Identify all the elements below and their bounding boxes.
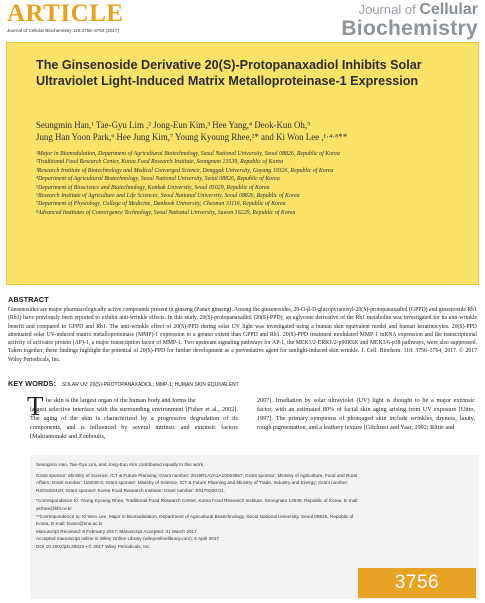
footnote-received: Manuscript Received: 8 February 2017; Manuscript Accepted: 31 March 2017 <box>36 528 197 534</box>
body-column-left <box>30 396 238 441</box>
affiliation-list <box>36 150 456 217</box>
journal-logo-name: Biochemistry <box>341 17 478 40</box>
journal-logo-prefix: Journal of <box>358 2 416 17</box>
footnote-correspondence-1: *Correspondence to: Young Kyoung Rhee, Traditional Food Research Center, Korea Food Research Institute, Seongnam 13539, Republic of Korea. E-mail: ykrhee@kfri.re.kr <box>36 498 359 511</box>
drop-cap: T <box>27 391 44 421</box>
author-list <box>36 120 456 143</box>
footnote-equal: Seungmin Han, Tae-Gyu Lim, and Jong-Eun Kim contributed equally to this work. <box>36 462 205 467</box>
keywords-list: SOLAR UV; 20(S)-PROTOPANAXADIOL; MMP-1; HUMAN SKIN EQUIVALENT <box>61 382 239 388</box>
journal-logo-word: Cellular <box>419 1 478 18</box>
affiliation-item: ⁸Advanced Institutes of Convergence Technology, Seoul National University, Suwon 16229, Republic of Korea <box>36 209 296 216</box>
journal-citation: Journal of Cellular Biochemistry 118:3756–3764 (2017) <box>7 28 120 33</box>
affiliation-item: ⁷Department of Physiology, College of Medicine, Dankook University, Cheonan 31116, Republic of Korea <box>36 201 286 208</box>
keywords <box>8 379 478 388</box>
paper-title: The Ginsenoside Derivative 20(S)-Protopanaxadiol Inhibits Solar Ultraviolet Light-Induced Matrix Metalloproteinase-1 Expression <box>36 58 422 88</box>
footnote-online: Accepted manuscript online in Wiley Online Library (wileyonlinelibrary.com): 5 April 2017 <box>36 536 220 542</box>
footnote-doi: DOI 10.1002/jcb.26023 • © 2017 Wiley Periodicals, Inc. <box>36 543 151 549</box>
affiliation-item: ¹Major in Biomodulation, Department of Agricultural Biotechnology, Seoul National University, Seoul 08826, Republic of Korea <box>36 151 340 157</box>
body-column-right: 2007]. Irradiation by solar ultraviolet (UV) light is thought to be a major extrinsic factor, with an estimated 80% of facial skin aging arising from UV exposure [Uitto, 1997]. The primary symptoms of photoaged skin include wrinkles, dryness, laxity, rough pigmentation, and a leathery texture [Gilchrest and Yaar, 1992; Rittie and <box>257 397 475 431</box>
authors-line-2: Jung Han Yoon Park,⁶ Hee Jung Kim,⁷ Young Kyoung Rhee,²* and Ki Won Lee ,¹·⁴·⁸** <box>36 131 348 142</box>
footnotes <box>36 461 366 551</box>
footnote-grants: Grant sponsor: Ministry of Science, ICT & Future Planning; Grant number: 2015R1A2A1A10053567; Grant sponsor: Ministry of Agriculture, Food and Rural Affairs; Grant number: 116030-3; Grant sponsor: Ministry of Science, ICT & Future Planning and Ministry of Trade, Industry and Energy; Grant number: R201602410; Grant sponsor: Korea Food Research Institute; Grant number: E0170200-01. <box>36 472 358 493</box>
keywords-heading: KEY WORDS: <box>8 379 56 388</box>
abstract-heading: ABSTRACT <box>8 295 49 304</box>
page-number: 3756 <box>358 568 476 598</box>
body-first-line: he skin is the largest organ of the human body and forms the <box>46 397 196 404</box>
article-label: ARTICLE <box>7 0 124 27</box>
affiliation-item: ⁴Department of Agricultural Biotechnology, Seoul National University, Seoul 08826, Republic of Korea <box>36 176 280 183</box>
abstract-body: Ginsenosides are major pharmacologically active compounds present in ginseng (Panax ginseng). Among the ginsenosides, 20-O-β-D-glucopyranosyl-20(S)-protopanaxadiol (GPPD) and ginsenoside Rb1 (Rb1) have previously been reported to exhibit anti-wrinkle effects. In this study, 20(S)-protopanaxadiol (20(S)-PPD), an aglycone derivative of the Rb1 metabolite was investigated for its anti-wrinkle benefit and compared to GPPD and Rb1. The anti-wrinkle effect of 20(S)-PPD during solar UV light was investigated using a human skin equivalent model and human keratinocytes. 20(S)-PPD attenuated solar UV-induced matrix metalloproteinase (MMP)-1 expression to a greater extent than GPPD and Rb1. 20(S)-PPD treatment modulated MMP-1 mRNA expression and the transcriptional activity of activator protein (AP)-1, a major transcription factor of MMP-1. Two upstream signaling pathways for AP-1, the MEK1/2-ERK1/2-p90RSK and MEK3/6-p38 pathways, were also suppressed. Taken together, these findings highlight the potential of 20(S)-PPD for further development as a preventative agent for sunlight-induced skin wrinkle. J. Cell. Biochem. 118: 3756–3764, 2017. © 2017 Wiley Periodicals, Inc. <box>8 307 477 363</box>
affiliation-item: ⁵Department of Bioscience and Biotechnology, Konkuk University, Seoul 05029, Republic of Korea <box>36 184 270 191</box>
affiliation-item: ⁶Research Institute of Agriculture and Life Sciences, Seoul National University, Seoul 08826, Republic of Korea <box>36 193 300 200</box>
footnote-correspondence-2: **Correspondence to: Ki Won Lee, Major in Biomodulation, Department of Agricultural Biotechnology, Seoul National University, Seoul 08826, Republic of Korea. E-mail: kiwon@snu.ac.kr <box>36 513 354 527</box>
body-left-text: largest selective interface with the surrounding environment [Fisher et al., 2002]. The aging of the skin is characterized by a progressive degradation of its components, and is influenced by several intrinsic and extrinsic factors [Makrantonaki and Zouboulis, <box>30 406 238 440</box>
affiliation-item: ²Traditional Food Research Center, Korea Food Research Institute, Seongnam 13539, Republic of Korea <box>36 159 284 166</box>
journal-logo <box>0 2 478 39</box>
authors-line-1: Seungmin Han,¹ Tae-Gyu Lim ,² Jong-Eun Kim,³ Hee Yang,⁴ Deok-Kun Oh,⁵ <box>36 120 311 130</box>
affiliation-item: ³Research Institute of Biotechnology and Medical Converged Science, Dongguk University, Goyang 10326, Republic of Korea <box>36 167 334 174</box>
